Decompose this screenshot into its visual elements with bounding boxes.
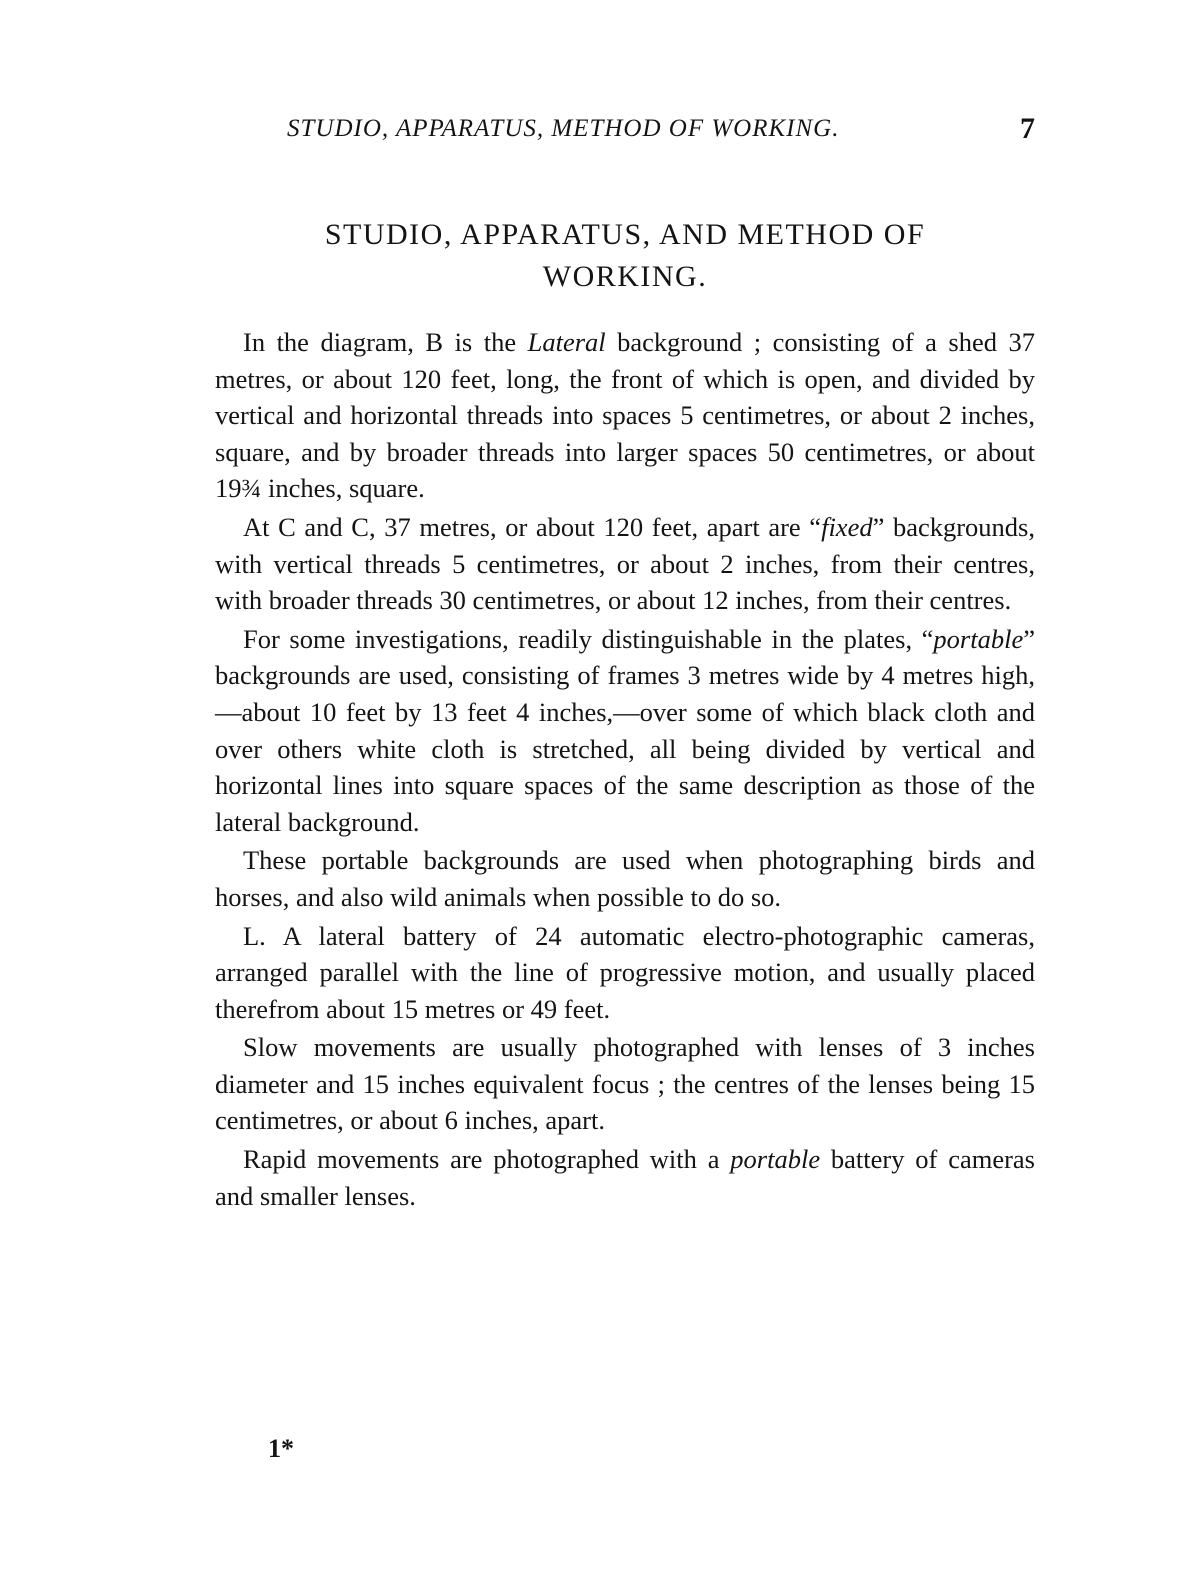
chapter-title bbox=[215, 214, 1035, 298]
text-run: Rapid movements are photographed with a bbox=[243, 1144, 731, 1175]
page-number: 7 bbox=[1020, 112, 1035, 145]
paragraph-lateral-battery: L. A lateral battery of 24 automatic electro-photographic cameras, arranged parallel with the line of progressive motion, and usually placed therefrom about 15 metres or 49 feet. bbox=[215, 920, 1035, 1024]
running-title: STUDIO, APPARATUS, METHOD OF WORKING. bbox=[287, 115, 840, 142]
text-run: battery of cameras and smaller lenses. bbox=[215, 1144, 1035, 1211]
text-run: At C and C, 37 metres, or about 120 feet, apart are “ bbox=[243, 511, 822, 542]
italic-term: Lateral bbox=[527, 327, 606, 357]
text-run: For some investigations, readily distinguishable in the plates, “ bbox=[243, 623, 934, 654]
text-run: In the diagram, B is the bbox=[243, 327, 528, 357]
text-run: ” backgrounds, with vertical threads 5 centimetres, or about 2 inches, from their centres, with broader threads 30 centimetres, or about 12 inches, from their centres. bbox=[215, 511, 1035, 616]
paragraph-lateral-background bbox=[215, 324, 1035, 507]
chapter-title-line-1: STUDIO, APPARATUS, AND METHOD OF bbox=[324, 218, 926, 251]
italic-term: portable bbox=[730, 1144, 821, 1175]
paragraph-portable-usage: These portable backgrounds are used when photographing birds and horses, and also wild animals when possible to do so. bbox=[215, 845, 1035, 912]
paragraph-portable-backgrounds bbox=[215, 621, 1035, 841]
signature-mark: 1* bbox=[268, 1434, 294, 1463]
running-head bbox=[215, 112, 1035, 152]
paragraph-rapid-movements bbox=[215, 1141, 1035, 1214]
text-run: ” backgrounds are used, consisting of frames 3 metres wide by 4 metres high,—about 10 feet by 13 feet 4 inches,—over some of which black cloth and over others white cloth is stretched, all being divided by vertical and horizontal lines into square spaces of the same description as those of the lateral background. bbox=[215, 623, 1035, 837]
italic-term: fixed bbox=[821, 511, 873, 542]
paragraph-fixed-backgrounds bbox=[215, 509, 1035, 619]
text-run: background ; consisting of a shed 37 metres, or about 120 feet, long, the front of which is open, and divided by vertical and horizontal threads into spaces 5 centimetres, or about 2 inches, square, and by broader threads into larger spaces 50 centimetres, or about 19¾ inches, square. bbox=[215, 327, 1035, 504]
body-text bbox=[215, 324, 1035, 1216]
paragraph-slow-movements: Slow movements are usually photographed with lenses of 3 inches diameter and 15 inches equivalent focus ; the centres of the lenses being 15 centimetres, or about 6 inches, apart. bbox=[215, 1032, 1035, 1136]
chapter-title-line-2: WORKING. bbox=[542, 260, 708, 293]
italic-term: portable bbox=[933, 623, 1024, 654]
